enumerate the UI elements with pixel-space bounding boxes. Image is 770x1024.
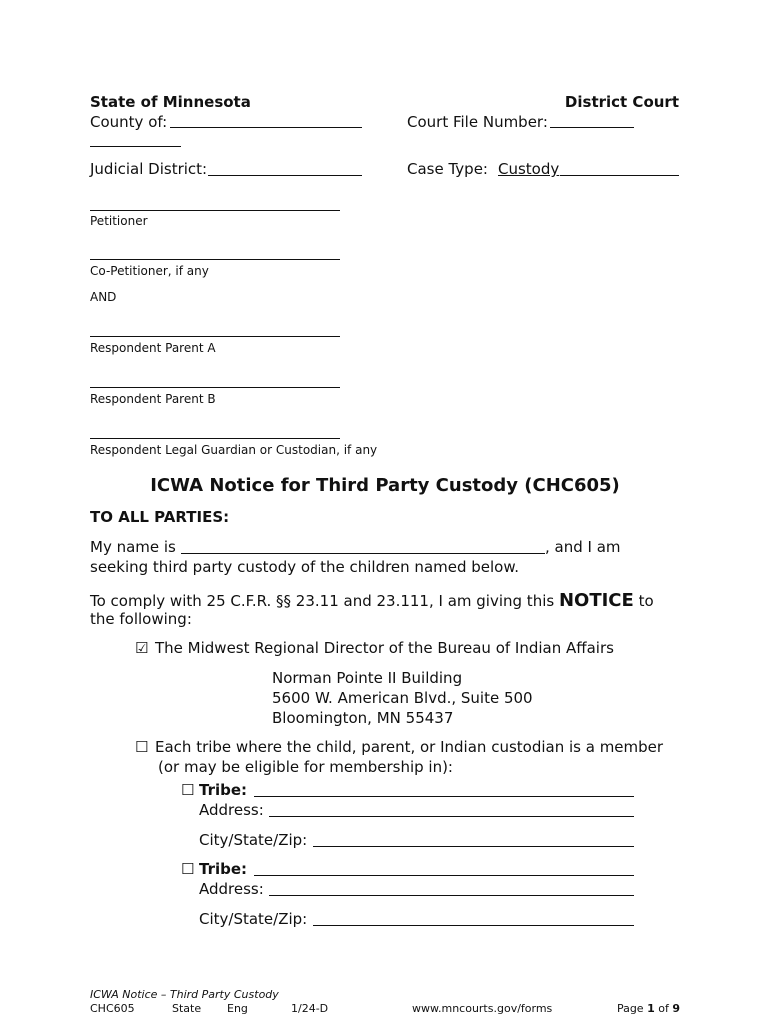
respondent-a-field[interactable]	[90, 336, 340, 337]
comply-text	[90, 590, 654, 611]
tribe-2-checkbox[interactable]: ☐	[181, 860, 195, 878]
tribe-section-label-2: (or may be eligible for membership in):	[158, 758, 453, 776]
tribe-1-checkbox[interactable]: ☐	[181, 781, 195, 799]
footer-title: ICWA Notice – Third Party Custody	[90, 988, 279, 1001]
comply-to: to	[638, 592, 654, 610]
judicial-district-label: Judicial District:	[90, 160, 208, 178]
court-heading: District Court	[564, 93, 679, 111]
page-pre: Page	[616, 1002, 644, 1015]
page-total: 9	[672, 1002, 680, 1015]
co-petitioner-label: Co-Petitioner, if any	[90, 264, 209, 278]
tribe-1-name-field[interactable]	[254, 796, 634, 797]
bia-address-line2: 5600 W. American Blvd., Suite 500	[272, 689, 533, 707]
tribe-2-label: Tribe:	[199, 860, 248, 878]
respondent-a-label: Respondent Parent A	[90, 341, 216, 355]
my-name-field[interactable]	[181, 553, 545, 554]
case-type-value: Custody	[498, 160, 560, 178]
bia-address-line1: Norman Pointe II Building	[272, 669, 463, 687]
bia-address-line3: Bloomington, MN 55437	[272, 709, 454, 727]
footer-code: CHC605	[90, 1002, 135, 1015]
my-name-label: My name is	[90, 538, 176, 556]
footer-state: State	[172, 1002, 202, 1015]
footer-url[interactable]: www.mncourts.gov/forms	[412, 1002, 553, 1015]
footer-page-number	[617, 1002, 680, 1015]
notice-word: NOTICE	[558, 590, 634, 611]
tribe-1-city-field[interactable]	[313, 846, 634, 847]
respondent-b-field[interactable]	[90, 387, 340, 388]
petitioner-field[interactable]	[90, 210, 340, 211]
page-current: 1	[647, 1002, 655, 1015]
bia-label: The Midwest Regional Director of the Bureau of Indian Affairs	[155, 639, 614, 657]
seeking-custody-text: seeking third party custody of the children named below.	[90, 558, 520, 576]
tribe-1-address-field[interactable]	[269, 816, 634, 817]
respondent-guardian-field[interactable]	[90, 438, 340, 439]
page-of: of	[658, 1002, 669, 1015]
court-file-field[interactable]	[550, 127, 634, 128]
county-field-continued[interactable]	[90, 146, 181, 147]
county-field[interactable]	[170, 127, 362, 128]
respondent-b-label: Respondent Parent B	[90, 392, 216, 406]
comply-pre: To comply with 25 C.F.R. §§ 23.11 and 23.111, I am giving this	[90, 592, 555, 610]
respondent-guardian-label: Respondent Legal Guardian or Custodian, if any	[90, 443, 378, 457]
and-i-am-text: , and I am	[545, 538, 621, 556]
tribe-2-city-label: City/State/Zip:	[199, 910, 308, 928]
co-petitioner-field[interactable]	[90, 259, 340, 260]
bia-checkbox[interactable]: ☑	[135, 639, 149, 657]
tribe-1-label: Tribe:	[199, 781, 248, 799]
state-heading: State of Minnesota	[90, 93, 251, 111]
court-file-label: Court File Number:	[407, 113, 548, 131]
footer-date: 1/24-D	[291, 1002, 329, 1015]
tribe-2-name-field[interactable]	[254, 875, 634, 876]
to-all-parties-heading: TO ALL PARTIES:	[90, 508, 230, 526]
tribe-2-address-field[interactable]	[269, 895, 634, 896]
footer-language: Eng	[227, 1002, 248, 1015]
tribe-1-address-label: Address:	[199, 801, 264, 819]
tribe-section-label: Each tribe where the child, parent, or Indian custodian is a member	[155, 738, 664, 756]
tribe-1-city-label: City/State/Zip:	[199, 831, 308, 849]
comply-line2: the following:	[90, 610, 192, 628]
document-title: ICWA Notice for Third Party Custody (CHC605)	[150, 475, 620, 496]
tribe-2-city-field[interactable]	[313, 925, 634, 926]
tribe-2-address-label: Address:	[199, 880, 264, 898]
petitioner-label: Petitioner	[90, 214, 148, 228]
case-type-field[interactable]	[560, 175, 679, 176]
county-label: County of:	[90, 113, 168, 131]
and-label: AND	[90, 290, 117, 304]
case-type-label: Case Type:	[407, 160, 488, 178]
judicial-district-field[interactable]	[208, 175, 362, 176]
tribe-section-checkbox[interactable]: ☐	[135, 738, 149, 756]
